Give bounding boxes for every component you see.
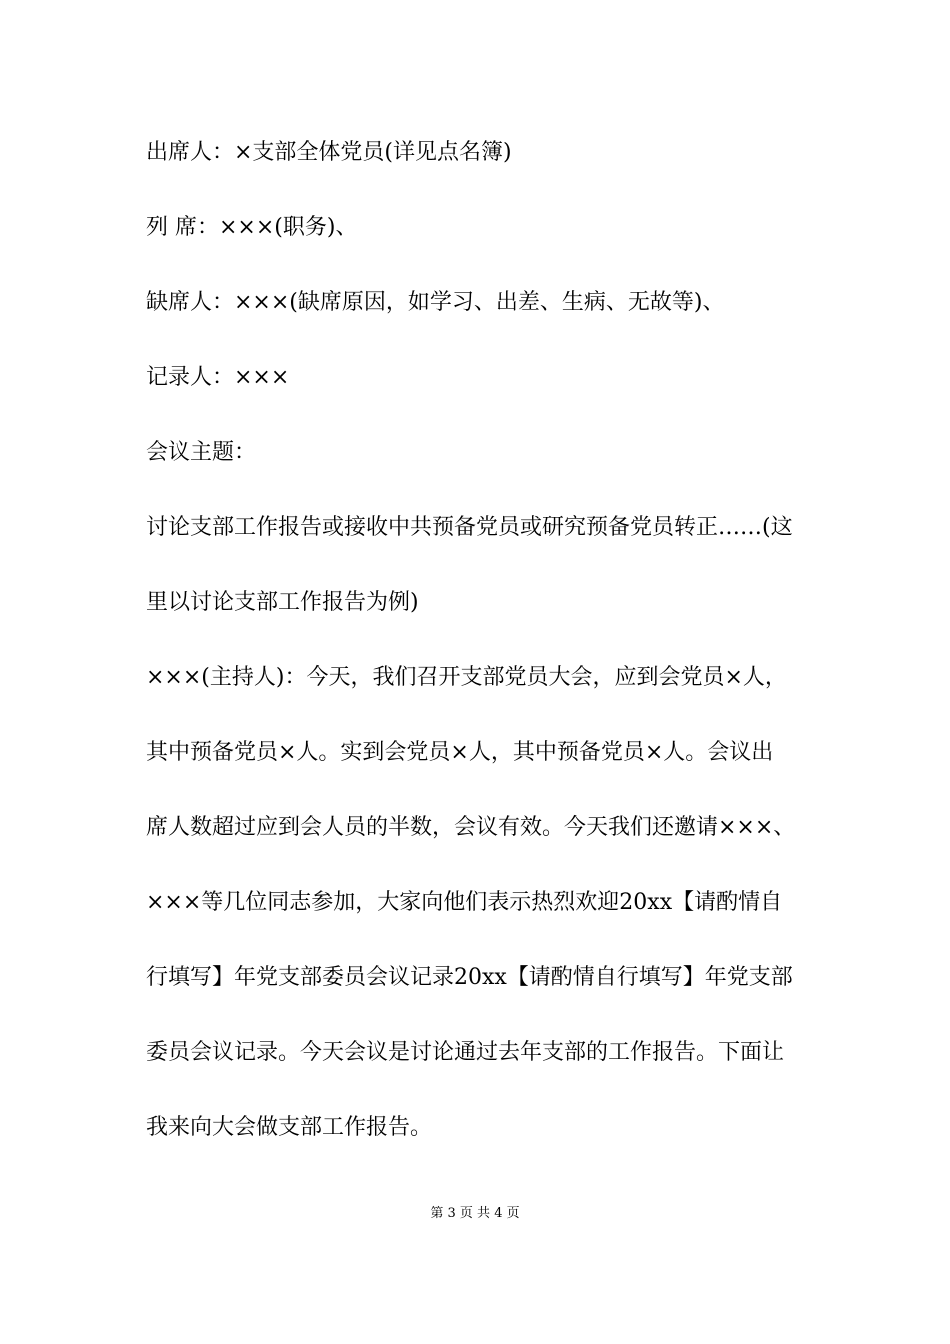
- observers-line: 列 席：×××(职务)、: [146, 215, 358, 240]
- page-number: 第 3 页 共 4 页: [430, 1206, 520, 1221]
- recorder-line: 记录人：×××: [146, 365, 290, 390]
- body-text-line-5: 行填写】年党支部委员会议记录20xx【请酌情自行填写】年党支部: [146, 965, 793, 990]
- body-text-line-6: 委员会议记录。今天会议是讨论通过去年支部的工作报告。下面让: [146, 1040, 785, 1065]
- topic-text-line-2: 里以讨论支部工作报告为例): [146, 590, 419, 615]
- page-footer: [0, 1205, 950, 1223]
- meeting-topic-heading: 会议主题：: [146, 440, 257, 465]
- body-text-line-7: 我来向大会做支部工作报告。: [146, 1115, 433, 1140]
- absentees-line: 缺席人：×××(缺席原因，如学习、出差、生病、无故等)、: [146, 290, 725, 315]
- topic-text-line-1: 讨论支部工作报告或接收中共预备党员或研究预备党员转正……(这: [146, 515, 793, 540]
- body-text-line-3: 席人数超过应到会人员的半数，会议有效。今天我们还邀请×××、: [146, 815, 796, 840]
- body-text-line-4: ×××等几位同志参加，大家向他们表示热烈欢迎20xx【请酌情自: [146, 890, 783, 915]
- body-text-line-2: 其中预备党员×人。实到会党员×人，其中预备党员×人。会议出: [146, 740, 774, 765]
- attendees-line: 出席人：×支部全体党员(详见点名簿): [146, 140, 512, 165]
- body-text-line-1: ×××(主持人)：今天，我们召开支部党员大会，应到会党员×人，: [146, 665, 787, 690]
